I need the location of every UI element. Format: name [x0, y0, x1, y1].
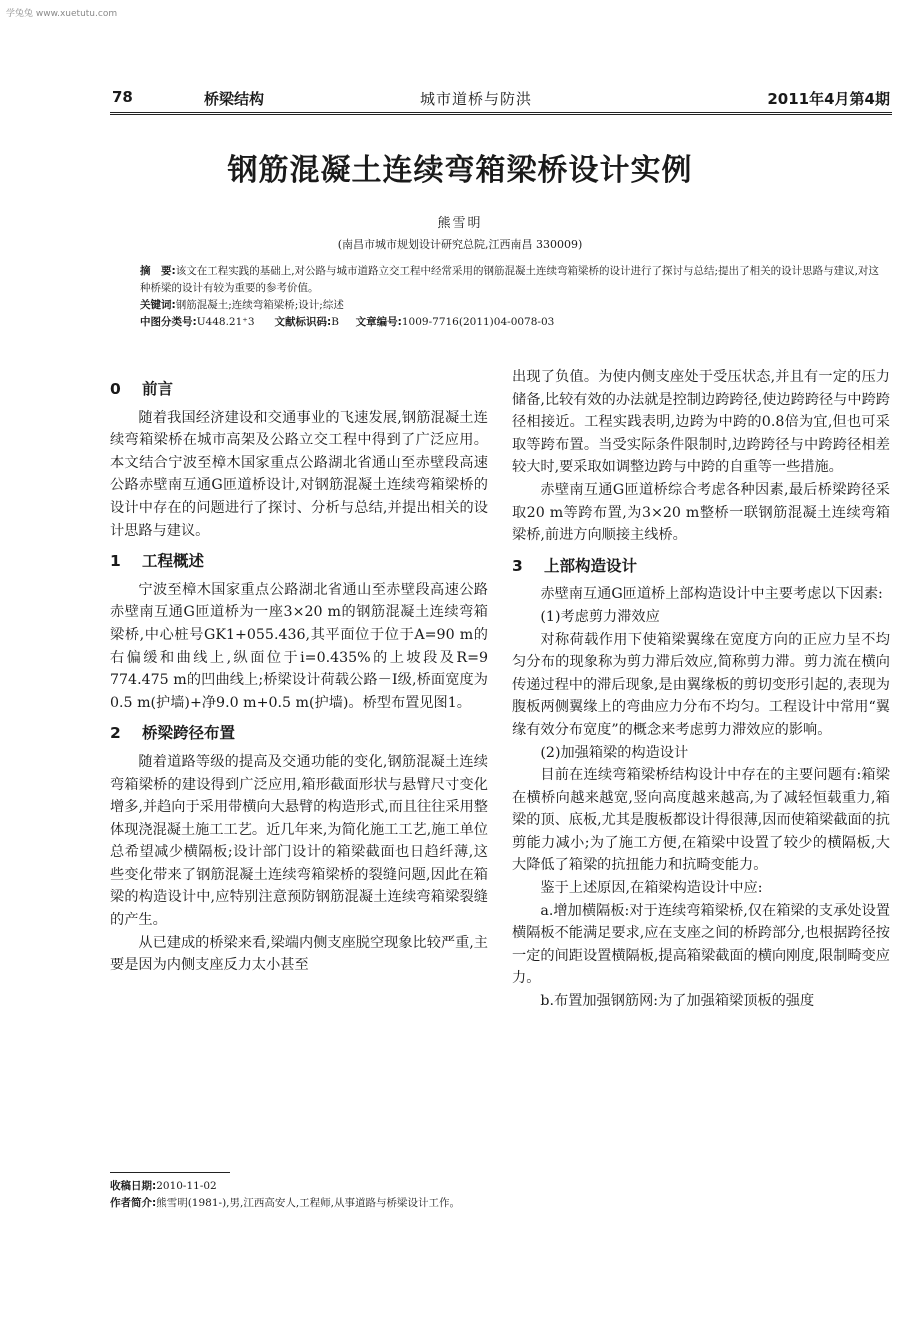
- paragraph: 从已建成的桥梁来看,梁端内侧支座脱空现象比较严重,主要是因为内侧支座反力太小甚至: [110, 934, 488, 974]
- section-heading-1: 1 工程概述: [110, 552, 205, 571]
- journal-name: 城市道桥与防洪: [420, 90, 533, 108]
- abstract: [140, 263, 880, 297]
- abstract-text: 该文在工程实践的基础上,对公路与城市道路立交工程中经常采用的钢筋混凝土连续弯箱梁桥的设计进行了探讨与总结;提出了相关的设计思路与建议,对这种桥梁的设计有较为重要的参考价值。: [140, 265, 879, 294]
- section-heading-3: 3 上部构造设计: [512, 556, 638, 575]
- left-column: [110, 366, 488, 977]
- subheading: (1)考虑剪力滞效应: [540, 608, 660, 625]
- subheading: (2)加强箱梁的构造设计: [540, 744, 689, 761]
- section-heading-2: 2 桥梁跨径布置: [110, 724, 236, 743]
- running-header: [112, 88, 890, 112]
- section-heading-0: 0 前言: [110, 380, 174, 398]
- right-column: [512, 366, 890, 1013]
- paragraph: 目前在连续弯箱梁桥结构设计中存在的主要问题有:箱梁在横桥向越来越宽,竖向高度越来越高,为了减轻恒载重力,箱梁的顶、底板,尤其是腹板都设计得很薄,因而使箱梁截面的抗剪能力减小;为了施工方便,在箱梁中设置了较少的横隔板,大大降低了箱梁的抗扭能力和抗畸变能力。: [512, 767, 890, 874]
- doc-code-label: 文献标识码:: [274, 316, 332, 328]
- paragraph: 出现了负值。为使内侧支座处于受压状态,并且有一定的压力储备,比较有效的办法就是控制边跨跨径,使边跨跨径与中跨跨径相接近。工程实践表明,边跨为中跨的0.8倍为宜,但也可采取等跨布置。当受实际条件限制时,边跨跨径与中跨跨径相差较大时,要采取如调整边跨与中跨的自重等一些措施。: [512, 369, 890, 476]
- footnote: [110, 1178, 490, 1212]
- abstract-block: [140, 263, 880, 331]
- paragraph: 随着道路等级的提高及交通功能的变化,钢筋混凝土连续弯箱梁桥的建设得到广泛应用,箱形截面形状与悬臂尺寸变化增多,并趋向于采用带横向大悬臂的构造形式,而且往往采用整体现浇混凝土施工工艺。近几年来,为简化施工工艺,施工单位总希望减少横隔板;设计部门设计的箱梁截面也日趋纤薄,这些变化带来了钢筋混凝土连续弯箱梁桥的裂缝问题,因此在箱梁的构造设计中,应特别注意预防钢筋混凝土连续弯箱梁裂缝的产生。: [110, 753, 488, 929]
- clc-value: U448.21⁺3: [196, 316, 255, 328]
- doc-code-value: B: [331, 316, 339, 328]
- author-bio: 作者简介:熊雪明(1981-),男,江西高安人,工程师,从事道路与桥梁设计工作。: [110, 1197, 461, 1209]
- issue-date: 2011年4月第4期: [767, 90, 890, 108]
- watermark: 学兔兔 www.xuetutu.com: [6, 9, 118, 19]
- page-number: 78: [112, 88, 133, 106]
- header-rule-2: [110, 114, 892, 115]
- classification: [140, 314, 880, 331]
- paragraph: 随着我国经济建设和交通事业的飞速发展,钢筋混凝土连续弯箱梁桥在城市高架及公路立交工程中得到了广泛应用。本文结合宁波至樟木国家重点公路湖北省通山至赤壁段高速公路赤壁南互通G匝道桥设计,对钢筋混凝土连续弯箱梁桥的设计中存在的问题进行了探讨、分析与总结,并提出相关的设计思路与建议。: [110, 409, 488, 539]
- paragraph: 宁波至樟木国家重点公路湖北省通山至赤壁段高速公路赤壁南互通G匝道桥为一座3×20 m的钢筋混凝土连续弯箱梁桥,中心桩号GK1+055.436,其平面位于位于A=90 m的右偏缓和曲线上,纵面位于i=0.435%的上坡段及R=9 774.475 m的凹曲线上;桥梁设计荷载公路－Ⅰ级,桥面宽度为0.5 m(护墙)+净9.0 m+0.5 m(护墙)。桥型布置见图1。: [110, 581, 488, 711]
- article-title: 钢筋混凝土连续弯箱梁桥设计实例: [227, 153, 693, 188]
- paragraph: a.增加横隔板:对于连续弯箱梁桥,仅在箱梁的支承处设置横隔板不能满足要求,应在支座之间的桥跨部分,也根据跨径按一定的间距设置横隔板,提高箱梁截面的横向刚度,限制畸变应力。: [512, 902, 890, 987]
- section-label: 桥梁结构: [204, 90, 265, 108]
- affiliation: (南昌市城市规划设计研究总院,江西南昌 330009): [337, 238, 583, 251]
- paragraph: 赤壁南互通G匝道桥上部构造设计中主要考虑以下因素:: [540, 586, 883, 603]
- keywords-text: 钢筋混凝土;连续弯箱梁桥;设计;综述: [175, 299, 344, 311]
- keywords-label: 关键词:: [140, 299, 176, 311]
- article-id-label: 文章编号:: [355, 316, 402, 328]
- article-id-value: 1009-7716(2011)04-0078-03: [401, 316, 555, 328]
- paragraph: 赤壁南互通G匝道桥综合考虑各种因素,最后桥梁跨径采取20 m等跨布置,为3×20 m整桥一联钢筋混凝土连续弯箱梁桥,前进方向顺接主线桥。: [512, 481, 890, 544]
- keywords: [140, 297, 880, 314]
- paragraph: 对称荷载作用下使箱梁翼缘在宽度方向的正应力呈不均匀分布的现象称为剪力滞后效应,简称剪力滞。剪力流在横向传递过程中的滞后现象,是由翼缘板的剪切变形引起的,表现为腹板两侧翼缘上的弯曲应力分布不均匀。工程设计中常用“翼缘有效分布宽度”的概念来考虑剪力滞效应的影响。: [512, 631, 890, 738]
- paragraph: b.布置加强钢筋网:为了加强箱梁顶板的强度: [540, 993, 815, 1010]
- received-date: 收稿日期:2010-11-02: [110, 1180, 217, 1192]
- header-rule: [110, 112, 892, 113]
- footnote-rule: [110, 1172, 230, 1173]
- author: 熊雪明: [437, 216, 483, 231]
- abstract-label: 摘 要:: [140, 265, 176, 277]
- clc-label: 中图分类号:: [140, 316, 197, 328]
- paragraph: 鉴于上述原因,在箱梁构造设计中应:: [540, 880, 763, 897]
